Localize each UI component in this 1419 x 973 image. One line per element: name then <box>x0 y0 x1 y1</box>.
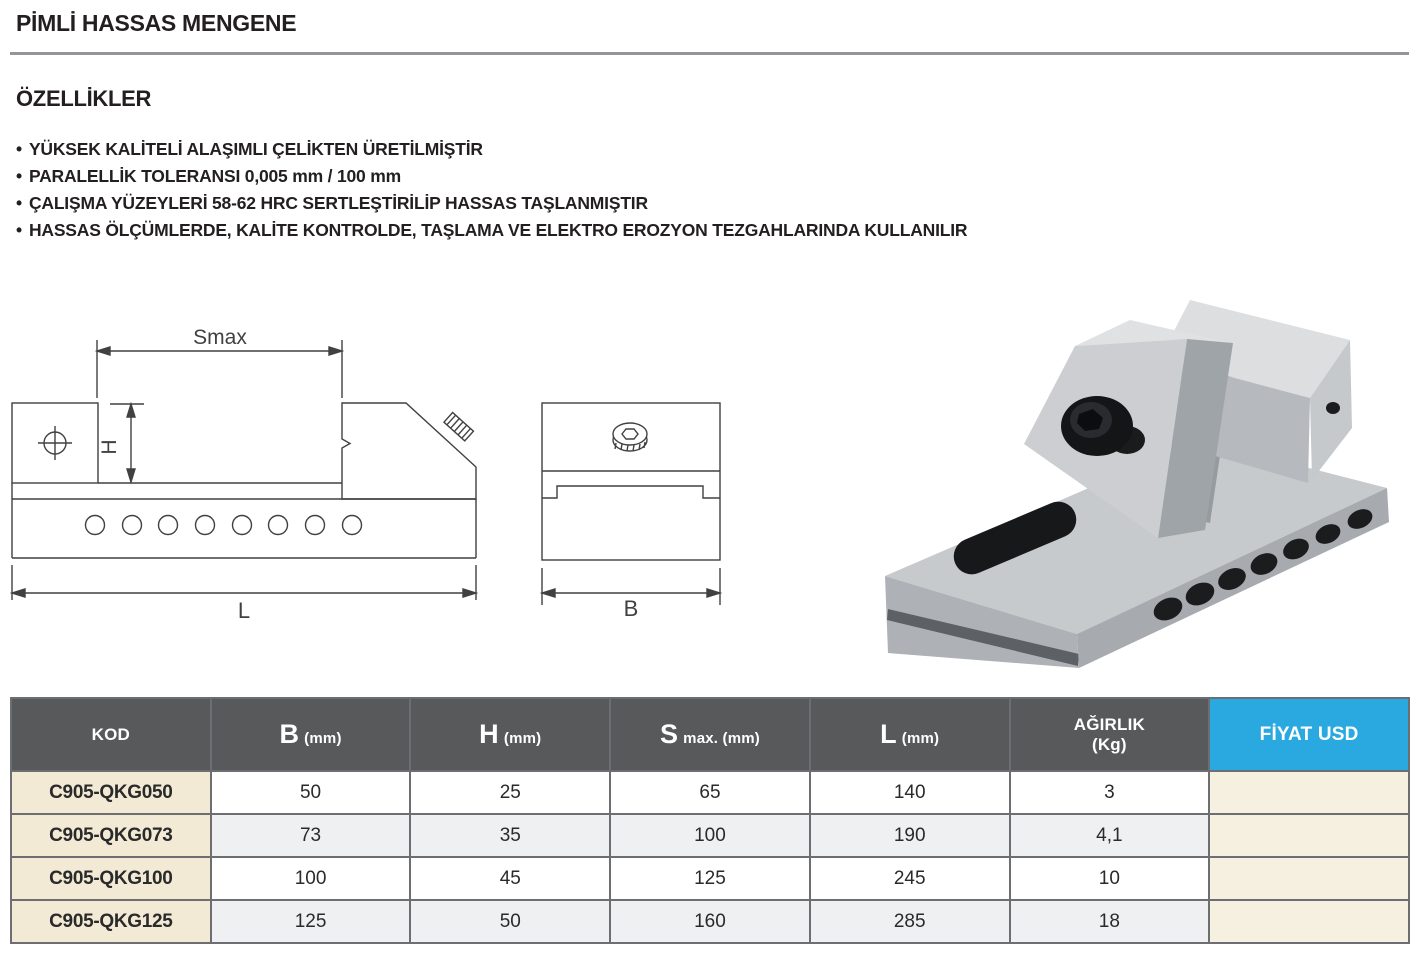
dim-label-smax: Smax <box>193 326 247 349</box>
bullet-icon: • <box>16 166 22 186</box>
knurled-knob <box>613 423 647 451</box>
title-divider <box>10 52 1409 55</box>
feature-item <box>16 217 967 244</box>
pin-holes <box>86 516 362 535</box>
bullet-icon: • <box>16 193 22 213</box>
knurled-screw <box>444 412 474 440</box>
base-body-outline <box>12 483 476 558</box>
cell-h: 25 <box>410 771 610 814</box>
cell-fiyat <box>1209 771 1409 814</box>
feature-list <box>16 136 967 244</box>
end-view-drawing <box>540 400 725 618</box>
col-header-l-symbol: L <box>880 719 897 749</box>
side-view-drawing <box>10 300 480 630</box>
feature-text: HASSAS ÖLÇÜMLERDE, KALİTE KONTROLDE, TAŞLAMA VE ELEKTRO EROZYON TEZGAHLARINDA KULLANILIR <box>28 220 968 240</box>
col-header-l-unit: (mm) <box>901 730 940 747</box>
col-header-agirlik <box>1010 698 1210 771</box>
cell-kod: C905-QKG050 <box>11 771 211 814</box>
col-header-smax-unit: max. (mm) <box>683 730 760 747</box>
cell-fiyat <box>1209 857 1409 900</box>
col-header-h-unit: (mm) <box>503 730 542 747</box>
cell-h: 35 <box>410 814 610 857</box>
feature-item <box>16 136 967 163</box>
cell-b: 50 <box>211 771 411 814</box>
cell-h: 50 <box>410 900 610 943</box>
col-header-agirlik-line2: (Kg) <box>1091 734 1127 754</box>
col-header-agirlik-line1: AĞIRLIK <box>1073 714 1146 734</box>
dim-label-b: B <box>623 596 639 618</box>
table-row <box>11 900 1409 943</box>
cell-l: 140 <box>810 771 1010 814</box>
product-photo <box>865 268 1419 668</box>
cell-smax: 65 <box>610 771 810 814</box>
col-header-l <box>810 698 1010 771</box>
cell-smax: 100 <box>610 814 810 857</box>
cell-smax: 125 <box>610 857 810 900</box>
spec-table <box>10 697 1410 944</box>
bullet-icon: • <box>16 139 22 159</box>
cell-fiyat <box>1209 814 1409 857</box>
cell-fiyat <box>1209 900 1409 943</box>
table-row <box>11 857 1409 900</box>
l-dimension <box>12 565 476 600</box>
cell-agirlik: 10 <box>1010 857 1210 900</box>
feature-text: YÜKSEK KALİTELİ ALAŞIMLI ÇELİKTEN ÜRETİLMİŞTİR <box>28 139 483 159</box>
col-header-fiyat: FİYAT USD <box>1209 698 1409 771</box>
cell-agirlik: 3 <box>1010 771 1210 814</box>
photo-side-hole <box>1326 402 1340 414</box>
cell-l: 285 <box>810 900 1010 943</box>
channel-profile <box>542 486 720 498</box>
table-row <box>11 814 1409 857</box>
table-row <box>11 771 1409 814</box>
col-header-h-symbol: H <box>479 719 499 749</box>
col-header-b <box>211 698 411 771</box>
col-header-b-symbol: B <box>279 719 300 749</box>
col-header-smax-symbol: S <box>659 719 679 749</box>
hole-center-mark <box>38 426 72 460</box>
cell-smax: 160 <box>610 900 810 943</box>
cell-b: 100 <box>211 857 411 900</box>
movable-jaw-outline <box>342 403 476 499</box>
bullet-icon: • <box>16 220 22 240</box>
dim-label-l: L <box>237 598 251 623</box>
col-header-b-unit: (mm) <box>304 730 342 747</box>
table-header-row <box>11 698 1409 771</box>
cell-b: 125 <box>211 900 411 943</box>
col-header-h <box>410 698 610 771</box>
col-header-smax <box>610 698 810 771</box>
feature-text: PARALELLİK TOLERANSI 0,005 mm / 100 mm <box>28 166 401 186</box>
cell-agirlik: 18 <box>1010 900 1210 943</box>
cell-h: 45 <box>410 857 610 900</box>
section-heading-ozellikler: ÖZELLİKLER <box>16 86 152 111</box>
col-header-kod: KOD <box>11 698 211 771</box>
cell-l: 245 <box>810 857 1010 900</box>
cell-l: 190 <box>810 814 1010 857</box>
cell-agirlik: 4,1 <box>1010 814 1210 857</box>
feature-text: ÇALIŞMA YÜZEYLERİ 58-62 HRC SERTLEŞTİRİLİP HASSAS TAŞLANMIŞTIR <box>28 193 648 213</box>
feature-item <box>16 190 967 217</box>
cell-kod: C905-QKG125 <box>11 900 211 943</box>
feature-item <box>16 163 967 190</box>
cell-kod: C905-QKG100 <box>11 857 211 900</box>
page-title: PİMLİ HASSAS MENGENE <box>16 10 297 36</box>
cell-kod: C905-QKG073 <box>11 814 211 857</box>
dim-label-h: H <box>98 439 121 455</box>
cell-b: 73 <box>211 814 411 857</box>
